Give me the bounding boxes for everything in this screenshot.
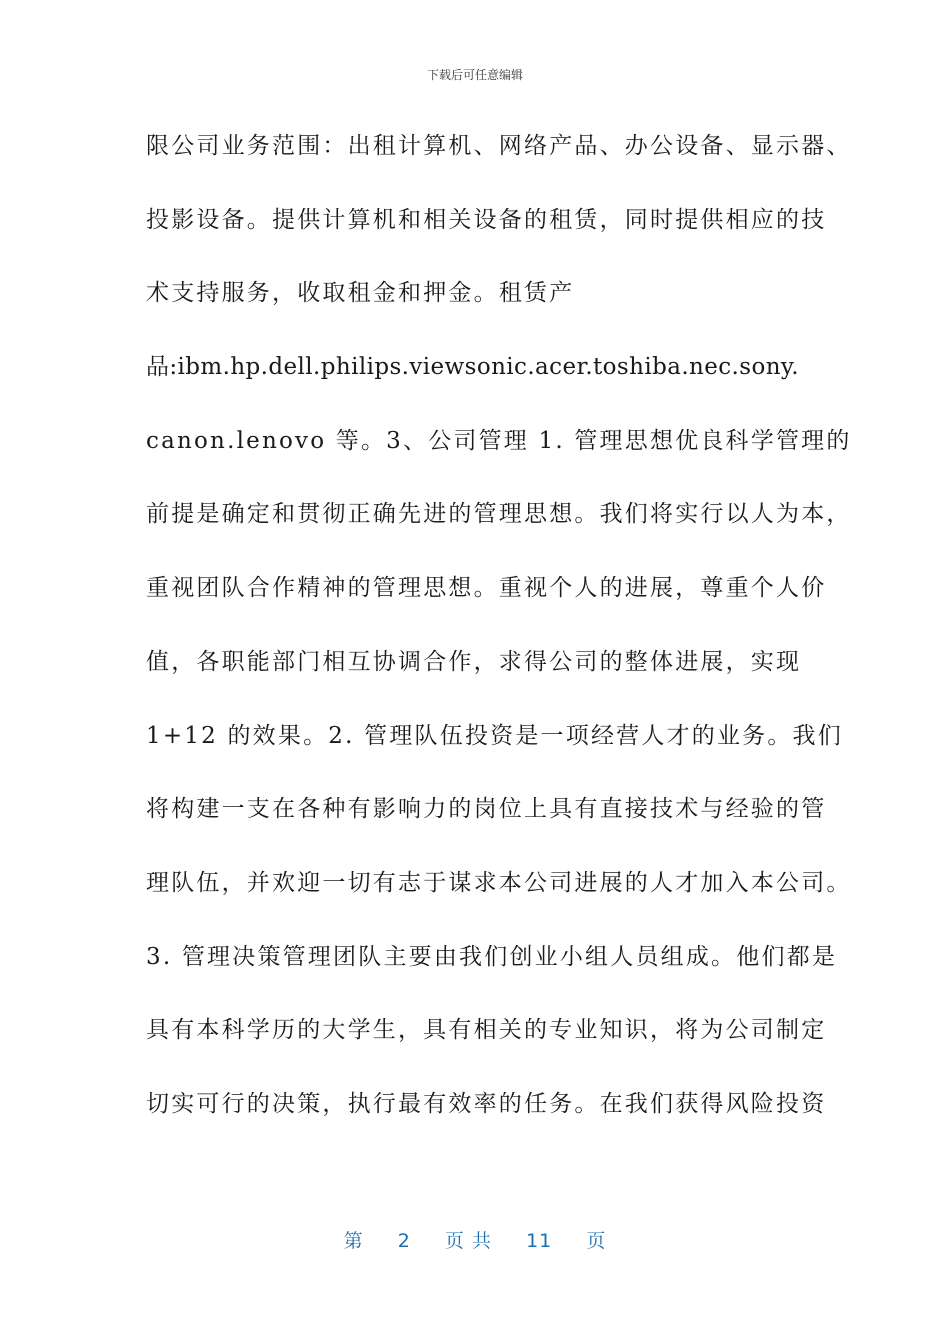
page-prefix: 第	[343, 1230, 364, 1252]
text-line: 切实可行的决策，执行最有效率的任务。在我们获得风险投资	[146, 1090, 827, 1117]
text-line: 术支持服务，收取租金和押金。租赁产	[146, 280, 575, 307]
page-middle: 页 共	[444, 1230, 492, 1252]
text-line: 限公司业务范围：出租计算机、网络产品、办公设备、显示器、	[146, 133, 852, 159]
text-line: 前提是确定和贯彻正确先进的管理思想。我们将实行以人为本，	[146, 501, 852, 528]
page-footer	[0, 1226, 950, 1253]
text-line: 将构建一支在各种有影响力的岗位上具有直接技术与经验的管	[146, 796, 827, 823]
page-total: 11	[526, 1230, 553, 1252]
page-number: 2	[397, 1230, 411, 1252]
page-suffix: 页	[586, 1230, 607, 1252]
text-line: 投影设备。提供计算机和相关设备的租赁，同时提供相应的技	[146, 206, 827, 233]
text-line: 值，各职能部门相互协调合作，求得公司的整体进展，实现	[146, 648, 802, 675]
text-line: 理队伍，并欢迎一切有志于谋求本公司进展的人才加入本公司。	[146, 869, 852, 896]
text-line: 品:ibm.hp.dell.philips.viewsonic.acer.toshiba.nec.sony.	[146, 354, 799, 381]
text-line: canon.lenovo 等。3、公司管理 1. 管理思想优良科学管理的	[146, 427, 852, 454]
text-line: 具有本科学历的大学生，具有相关的专业知识，将为公司制定	[146, 1017, 827, 1044]
text-line: 1+12 的效果。2. 管理队伍投资是一项经营人才的业务。我们	[146, 722, 843, 749]
text-line: 3. 管理决策管理团队主要由我们创业小组人员组成。他们都是	[146, 943, 838, 970]
page-header: 下载后可任意编辑	[426, 68, 523, 82]
text-line: 重视团队合作精神的管理思想。重视个人的进展，尊重个人价	[146, 575, 827, 602]
document-body	[146, 128, 852, 1160]
